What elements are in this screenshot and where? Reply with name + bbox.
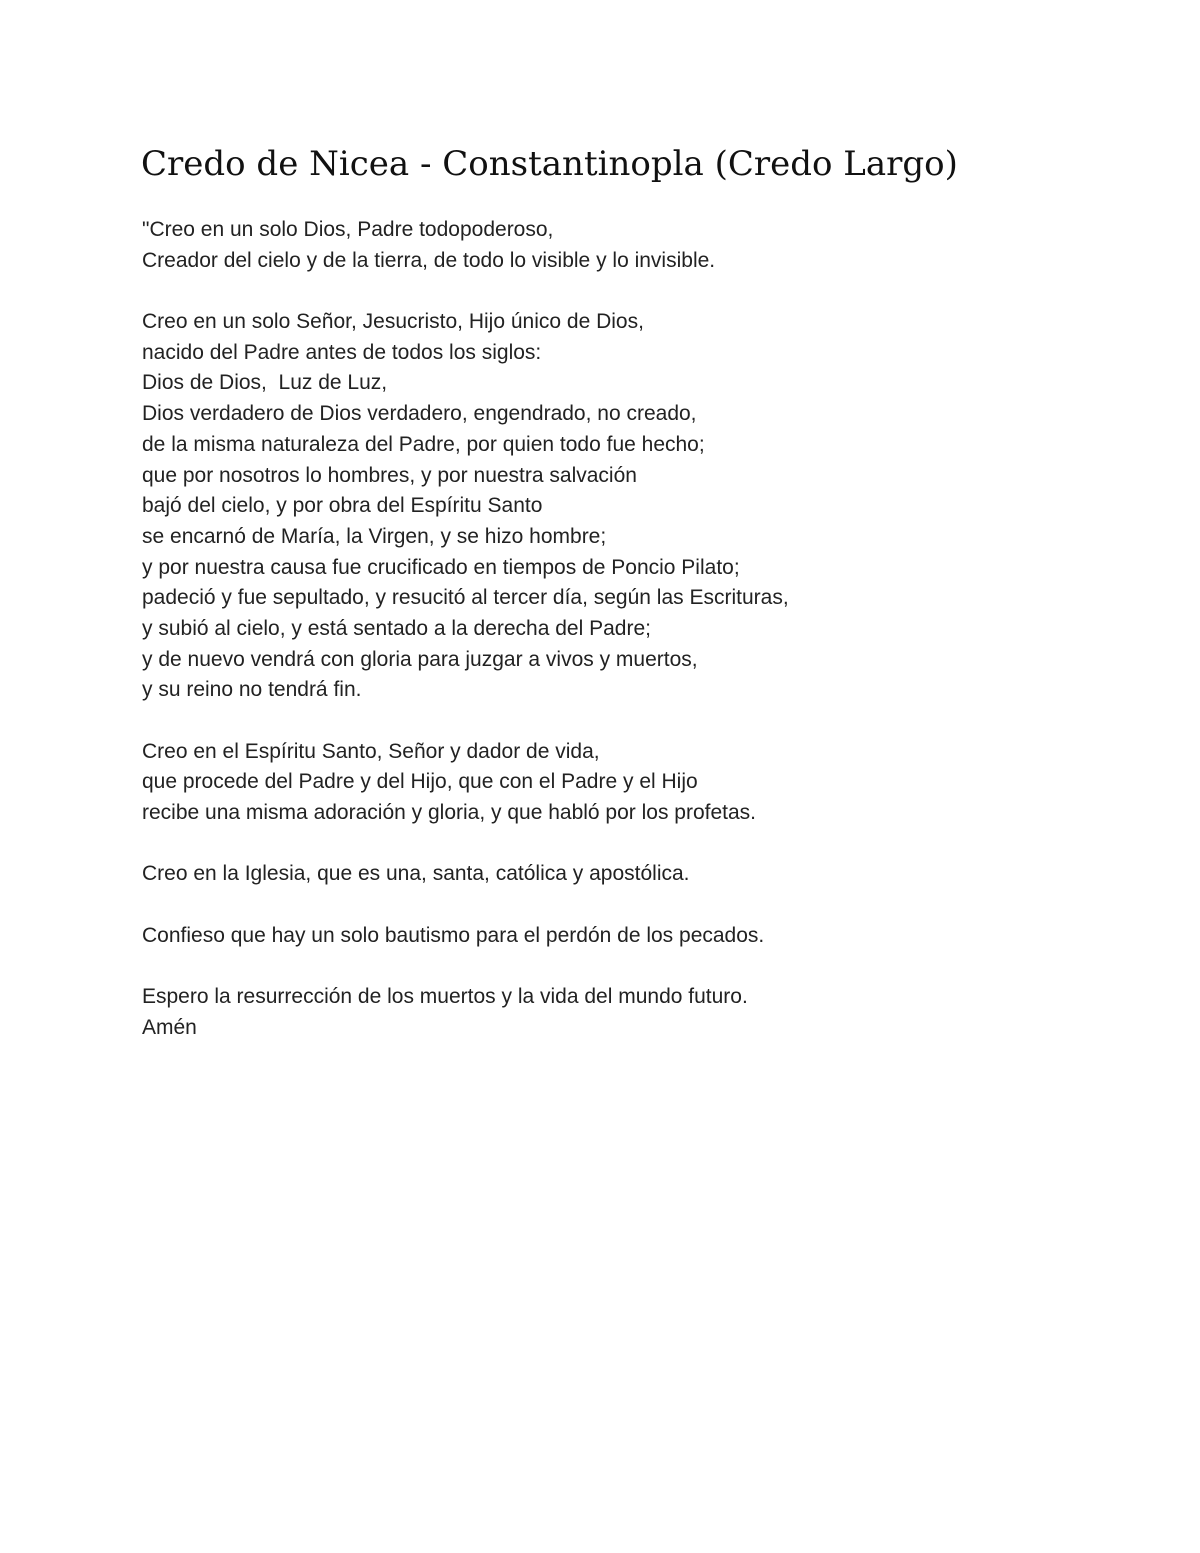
creed-line: Creo en la Iglesia, que es una, santa, católica y apostólica. — [142, 862, 690, 886]
creed-line: Creador del cielo y de la tierra, de todo lo visible y lo invisible. — [142, 248, 716, 272]
creed-line: que por nosotros lo hombres, y por nuestra salvación — [142, 463, 637, 487]
creed-line: Dios verdadero de Dios verdadero, engendrado, no creado, — [142, 402, 697, 426]
creed-line: bajó del cielo, y por obra del Espíritu Santo — [142, 494, 543, 518]
blank-line — [142, 276, 789, 307]
creed-line: se encarnó de María, la Virgen, y se hizo hombre; — [142, 524, 607, 548]
creed-line: y de nuevo vendrá con gloria para juzgar a vivos y muertos, — [142, 647, 698, 671]
creed-line: padeció y fue sepultado, y resucitó al tercer día, según las Escrituras, — [142, 586, 789, 610]
creed-line: Dios de Dios, Luz de Luz, — [142, 371, 388, 395]
creed-line: que procede del Padre y del Hijo, que con el Padre y el Hijo — [142, 770, 698, 794]
creed-line: de la misma naturaleza del Padre, por quien todo fue hecho; — [142, 432, 705, 456]
creed-line: nacido del Padre antes de todos los siglos: — [142, 340, 542, 364]
creed-line: y subió al cielo, y está sentado a la derecha del Padre; — [142, 616, 651, 640]
creed-line: "Creo en un solo Dios, Padre todopoderoso, — [142, 218, 554, 241]
creed-line: Espero la resurrección de los muertos y la vida del mundo futuro. — [142, 985, 748, 1009]
document-title: Credo de Nicea - Constantinopla (Credo Largo) — [141, 144, 958, 184]
creed-line: Confieso que hay un solo bautismo para el perdón de los pecados. — [142, 923, 765, 947]
creed-line: Creo en un solo Señor, Jesucristo, Hijo único de Dios, — [142, 310, 644, 334]
creed-line: y por nuestra causa fue crucificado en tiempos de Poncio Pilato; — [142, 555, 740, 579]
creed-line: Creo en el Espíritu Santo, Señor y dador de vida, — [142, 739, 600, 763]
creed-line: recibe una misma adoración y gloria, y que habló por los profetas. — [142, 801, 757, 825]
blank-line — [142, 952, 789, 983]
creed-text — [142, 215, 789, 1044]
blank-line — [142, 890, 789, 921]
blank-line — [142, 706, 789, 737]
creed-line: Amén — [142, 1015, 197, 1039]
blank-line — [142, 829, 789, 860]
creed-line: y su reino no tendrá fin. — [142, 678, 362, 702]
